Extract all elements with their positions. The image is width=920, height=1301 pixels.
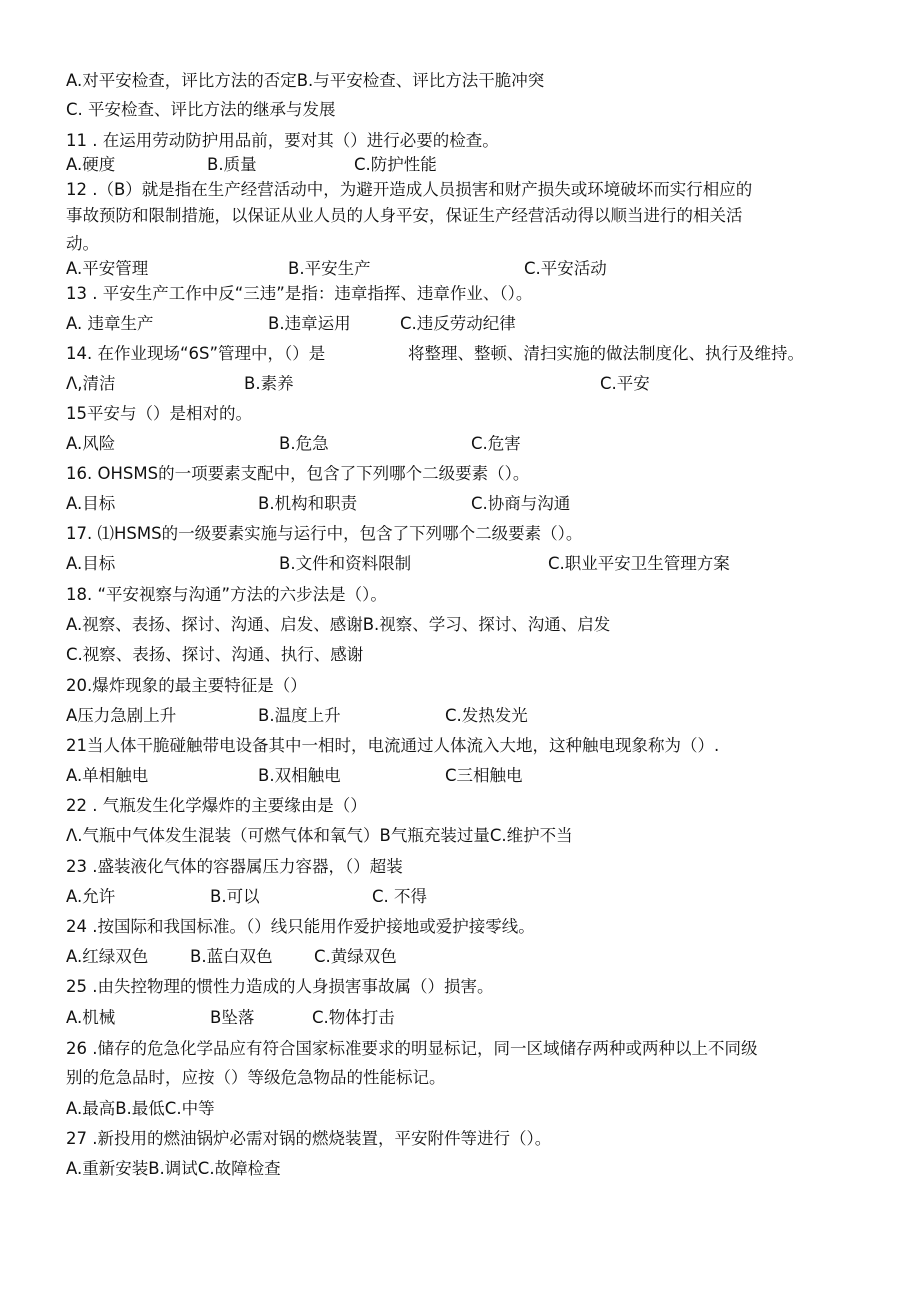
option-c: C.职业平安卫生管理方案 [548, 554, 730, 573]
question-23: 23 .盛装液化气体的容器属压力容器，（）超装 [66, 857, 403, 876]
question-22: 22 . 气瓶发生化学爆炸的主要缘由是（） [66, 796, 367, 815]
option-b: B.机构和职责 [258, 494, 358, 513]
question-13: 13 . 平安生产工作中反“三违”是指：违章指挥、违章作业、（）。 [66, 284, 533, 303]
option-a: A.机械 [66, 1008, 116, 1027]
question-17: 17. ⑴HSMS的一级要素实施与运行中，包含了下列哪个二级要素（）。 [66, 524, 583, 543]
option-c: C.防护性能 [354, 155, 437, 174]
question-24: 24 .按国际和我国标准。（）线只能用作爱护接地或爱护接零线。 [66, 917, 535, 936]
question-25: 25 .由失控物理的惯性力造成的人身损害事故属（）损害。 [66, 977, 494, 996]
question-26: 26 .储存的危急化学品应有符合国家标准要求的明显标记，同一区域储存两种或两种以上不同级 [66, 1039, 758, 1058]
question-20: 20.爆炸现象的最主要特征是（） [66, 676, 307, 695]
option-b: B.双相触电 [258, 766, 341, 785]
question-26-cont: 别的危急品时，应按（）等级危急物品的性能标记。 [66, 1068, 446, 1087]
option-b: B.可以 [210, 887, 260, 906]
option-c: C.物体打击 [312, 1008, 395, 1027]
option-c: C.协商与沟通 [471, 494, 571, 513]
option-b: B.危急 [279, 434, 329, 453]
option-a: A.风险 [66, 434, 116, 453]
option-a: A.硬度 [66, 155, 116, 174]
option-a: A.目标 [66, 554, 116, 573]
question-11: 11 . 在运用劳动防护用品前，要对其（）进行必要的检查。 [66, 131, 499, 150]
option-a: A.红绿双色 [66, 947, 149, 966]
option-a: A.平安管理 [66, 259, 149, 278]
option-a: Λ,清洁 [66, 374, 116, 393]
option-a: A.允许 [66, 887, 116, 906]
option-b: B.文件和资料限制 [279, 554, 412, 573]
option-c: C.违反劳动纪律 [400, 314, 516, 333]
option-c: C三相触电 [445, 766, 523, 785]
question-15: 15平安与（）是相对的。 [66, 404, 252, 423]
option-b: B.质量 [207, 155, 257, 174]
option-a: A.单相触电 [66, 766, 149, 785]
question-12-cont: 事故预防和限制措施，以保证从业人员的人身平安，保证生产经营活动得以顺当进行的相关活 [66, 206, 743, 225]
option-b: B.平安生产 [288, 259, 371, 278]
option-a: A压力急剧上升 [66, 706, 177, 725]
option-c: C.平安 [600, 374, 650, 393]
question-21: 21当人体干脆碰触带电设备其中一相时，电流通过人体流入大地，这种触电现象称为（）. [66, 736, 720, 755]
question-14: 14. 在作业现场“6S”管理中，（）是 [66, 344, 326, 363]
option-c: C.危害 [471, 434, 521, 453]
question-27: 27 .新投用的燃油锅炉必需对锅的燃烧装置，平安附件等进行（）。 [66, 1129, 552, 1148]
question-16: 16. OHSMS的一项要素支配中，包含了下列哪个二级要素（）。 [66, 464, 530, 483]
question-12-cont: 动。 [66, 234, 99, 253]
option-b: B.违章运用 [268, 314, 351, 333]
text-line: A.对平安检查，评比方法的否定B.与平安检查、评比方法干脆冲突 [66, 71, 545, 90]
question-14-cont: 将整理、整顿、清扫实施的做法制度化、执行及维持。 [408, 344, 804, 363]
option-c: C.黄绿双色 [314, 947, 397, 966]
option-line: C.视察、表扬、探讨、沟通、执行、感谢 [66, 645, 364, 664]
option-c: C.发热发光 [445, 706, 528, 725]
question-18: 18. “平安视察与沟通”方法的六步法是（）。 [66, 585, 387, 604]
option-b: B.温度上升 [258, 706, 341, 725]
option-line: A.重新安装B.调试C.故障检查 [66, 1159, 281, 1178]
question-12: 12 .（B）就是指在生产经营活动中，为避开造成人员损害和财产损失或环境破坏而实行相应的 [66, 180, 753, 199]
text-line: C. 平安检查、评比方法的继承与发展 [66, 100, 336, 119]
option-b: B.素养 [244, 374, 294, 393]
option-line: A.最高B.最低C.中等 [66, 1099, 215, 1118]
option-b: B.蓝白双色 [190, 947, 273, 966]
option-b: B坠落 [210, 1008, 255, 1027]
option-a: A.目标 [66, 494, 116, 513]
option-line: A.视察、表扬、探讨、沟通、启发、感谢B.视察、学习、探讨、沟通、启发 [66, 615, 611, 634]
option-c: C. 不得 [372, 887, 428, 906]
option-line: Λ.气瓶中气体发生混装（可燃气体和氧气）B气瓶充装过量C.维护不当 [66, 826, 573, 845]
option-a: A. 违章生产 [66, 314, 154, 333]
option-c: C.平安活动 [524, 259, 607, 278]
